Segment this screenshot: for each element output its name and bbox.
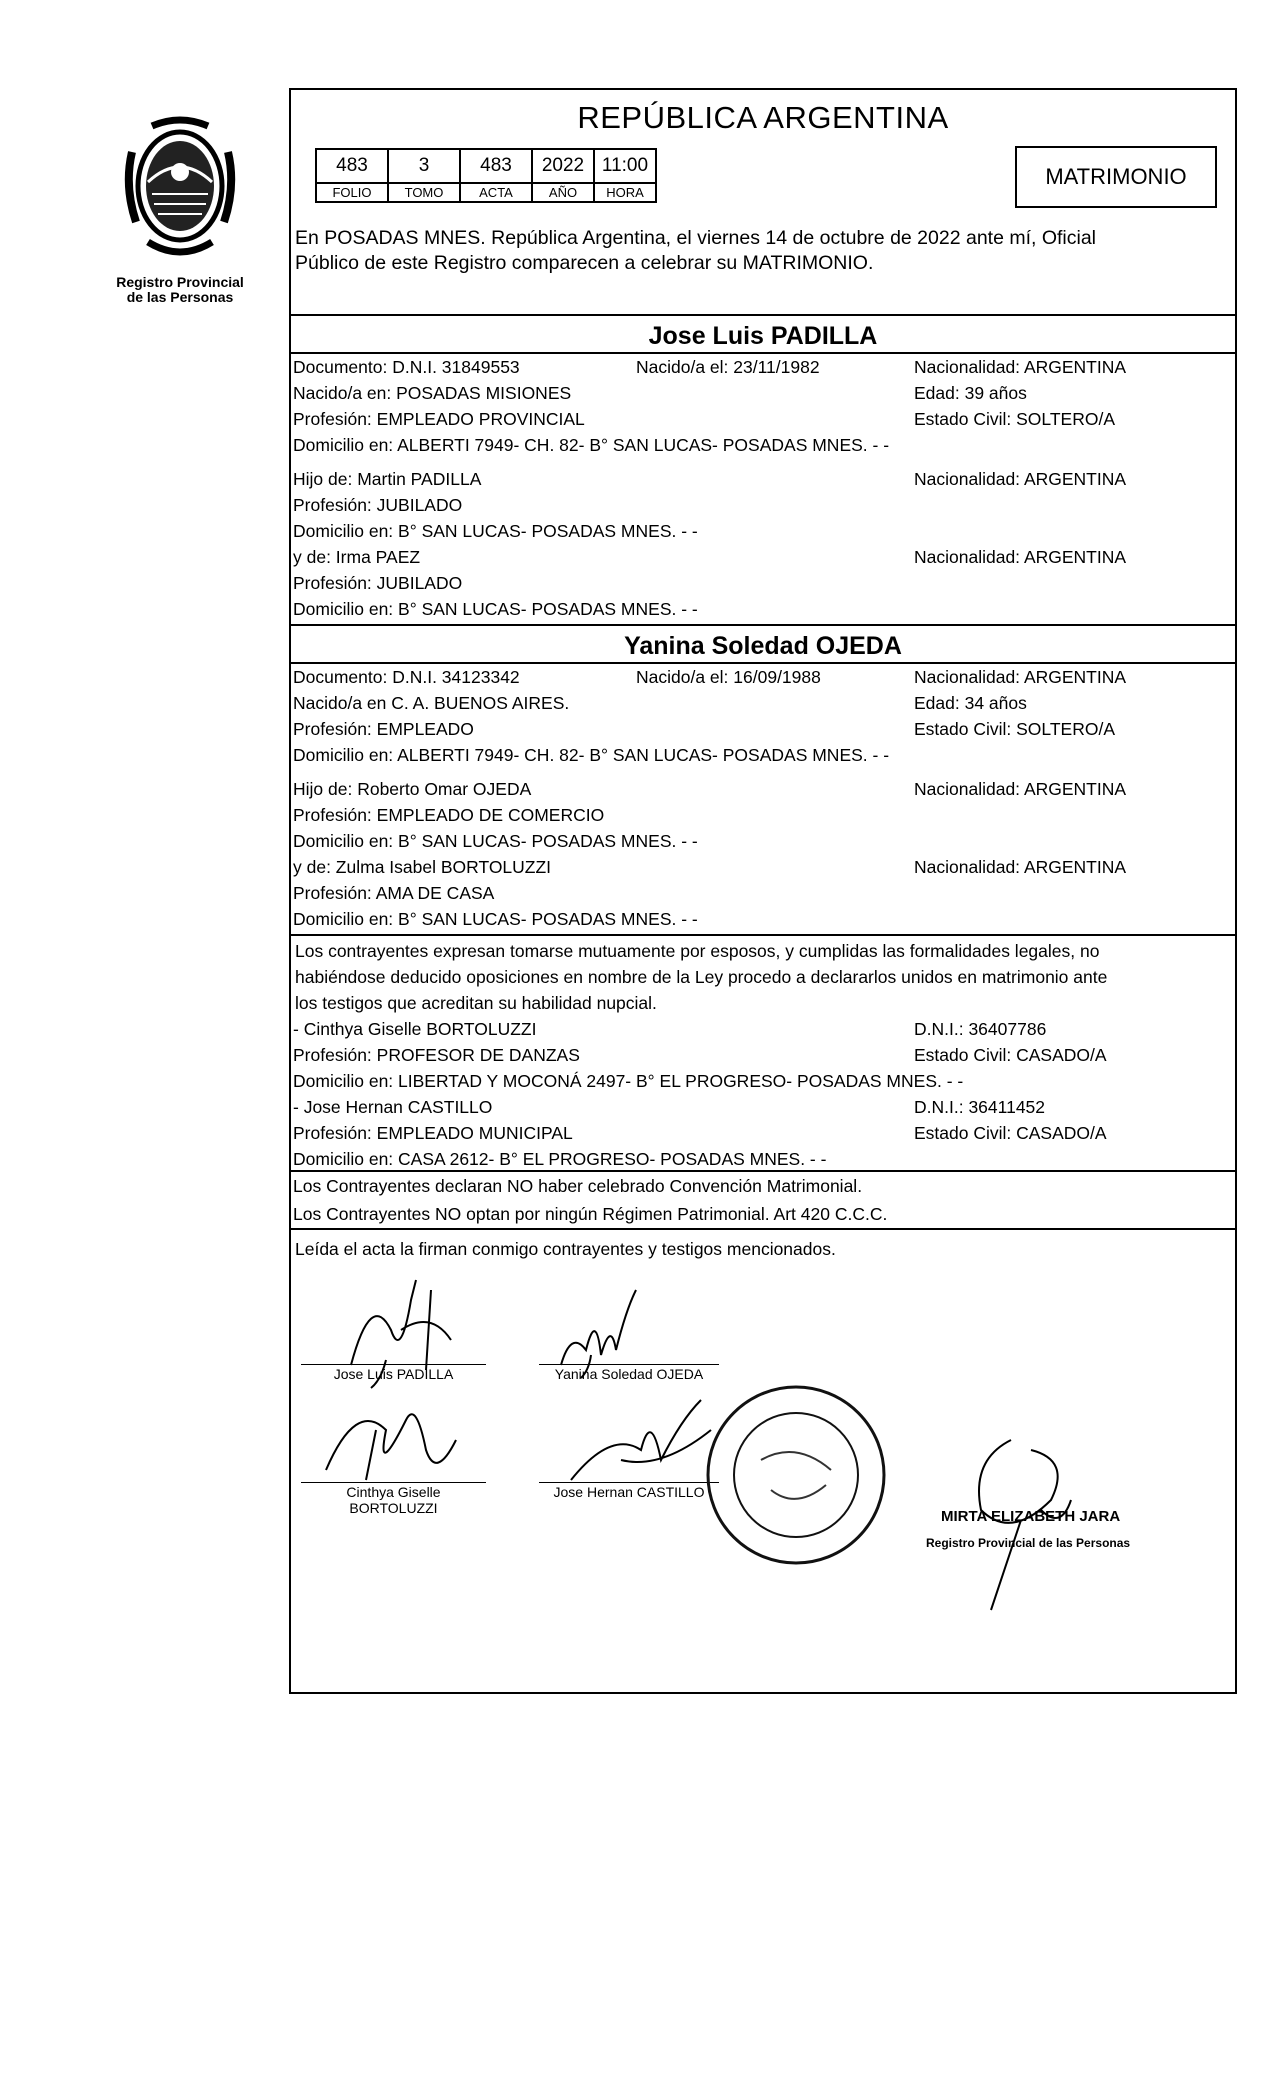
- spouse1-address: Domicilio en: ALBERTI 7949- CH. 82- B° SAN LUCAS- POSADAS MNES. - -: [293, 435, 890, 455]
- witness2-signature-label: Jose Hernan CASTILLO: [553, 1484, 705, 1500]
- spouse1-document: Documento: D.N.I. 31849553: [293, 357, 520, 377]
- folio-value: 483: [316, 149, 388, 183]
- spouse1-name: Jose Luis PADILLA: [291, 316, 1235, 354]
- witness1-label-line2: BORTOLUZZI: [349, 1500, 438, 1516]
- spouse1-civil-status: Estado Civil: SOLTERO/A: [914, 409, 1115, 429]
- hour-label: HORA: [594, 183, 656, 202]
- folio-label: FOLIO: [316, 183, 388, 202]
- agency-caption-line1: Registro Provincial: [116, 274, 244, 290]
- spouse2-father-address: Domicilio en: B° SAN LUCAS- POSADAS MNES. - -: [293, 831, 698, 851]
- spouse1-signature-line: [301, 1364, 486, 1365]
- act-type-box: MATRIMONIO: [1015, 146, 1217, 208]
- spouse2-signature-icon: [541, 1280, 661, 1380]
- closing-line: habiéndose deducido oposiciones en nombre de la Ley procedo a declararlos unidos en matrimonio ante: [295, 967, 1108, 987]
- spouse1-section: [291, 316, 1235, 626]
- official-title: Registro Provincial de las Personas: [926, 1536, 1131, 1550]
- witness1-row1: [291, 1016, 1235, 1042]
- witness1-address: Domicilio en: LIBERTAD Y MOCONÁ 2497- B° EL PROGRESO- POSADAS MNES. - -: [293, 1071, 964, 1091]
- spouse2-signature-label: Yanina Soledad OJEDA: [554, 1366, 704, 1382]
- spouse2-mother: y de: Zulma Isabel BORTOLUZZI: [293, 857, 552, 877]
- witness2-profession: Profesión: EMPLEADO MUNICIPAL: [293, 1123, 573, 1143]
- spouse2-civil-status: Estado Civil: SOLTERO/A: [914, 719, 1115, 739]
- agency-caption-line2: de las Personas: [126, 289, 234, 305]
- official-stamp-icon: [701, 1380, 891, 1570]
- spouse1-mother: y de: Irma PAEZ: [293, 547, 421, 567]
- province-seal-icon: [118, 112, 242, 266]
- agency-logo: [100, 112, 260, 305]
- spouse2-born-on: Nacido/a el: 16/09/1988: [636, 667, 821, 687]
- agency-caption: [100, 275, 260, 305]
- marriage-certificate: [289, 88, 1237, 1694]
- spouse2-father-profession: Profesión: EMPLEADO DE COMERCIO: [293, 805, 605, 825]
- spouse2-age: Edad: 34 años: [914, 693, 1027, 713]
- spouse2-mother-address: Domicilio en: B° SAN LUCAS- POSADAS MNES. - -: [293, 909, 698, 929]
- witness1-civil-status: Estado Civil: CASADO/A: [914, 1045, 1107, 1065]
- spouse2-mother-nationality: Nacionalidad: ARGENTINA: [914, 857, 1127, 877]
- spouse2-nationality: Nacionalidad: ARGENTINA: [914, 667, 1127, 687]
- spouse2-row1: [291, 664, 1235, 690]
- intro-line: En POSADAS MNES. República Argentina, el viernes 14 de octubre de 2022 ante mí, Oficial: [295, 227, 1097, 249]
- closing-section: [291, 936, 1235, 1172]
- spouse2-row2: [291, 690, 1235, 716]
- spouse2-mother-row: [291, 854, 1235, 880]
- witness1-row2: [291, 1042, 1235, 1068]
- spouse1-age: Edad: 39 años: [914, 383, 1027, 403]
- year-label: AÑO: [532, 183, 594, 202]
- spouse1-father-row: [291, 466, 1235, 492]
- witness2-civil-status: Estado Civil: CASADO/A: [914, 1123, 1107, 1143]
- spouse1-mother-profession: Profesión: JUBILADO: [293, 573, 463, 593]
- closing-line: Los contrayentes expresan tomarse mutuamente por esposos, y cumplidas las formalidades legales, no: [295, 941, 1100, 961]
- witness2-name: - Jose Hernan CASTILLO: [293, 1097, 493, 1117]
- witness2-dni: D.N.I.: 36411452: [914, 1097, 1046, 1117]
- spouse1-father: Hijo de: Martin PADILLA: [293, 469, 482, 489]
- witness2-signature-icon: [561, 1390, 721, 1490]
- witness2-row1: [291, 1094, 1235, 1120]
- witness1-profession: Profesión: PROFESOR DE DANZAS: [293, 1045, 580, 1065]
- year-value: 2022: [532, 149, 594, 183]
- spouse1-row1: [291, 354, 1235, 380]
- spouse2-row3: [291, 716, 1235, 742]
- spouse1-row3: [291, 406, 1235, 432]
- spouse2-document: Documento: D.N.I. 34123342: [293, 667, 520, 687]
- spouse1-mother-row: [291, 544, 1235, 570]
- spouse1-father-address: Domicilio en: B° SAN LUCAS- POSADAS MNES. - -: [293, 521, 698, 541]
- intro-line: Público de este Registro comparecen a celebrar su MATRIMONIO.: [295, 252, 874, 274]
- spouse1-signature-label: Jose Luis PADILLA: [333, 1366, 454, 1382]
- spouse1-nationality: Nacionalidad: ARGENTINA: [914, 357, 1127, 377]
- witness1-name: - Cinthya Giselle BORTOLUZZI: [293, 1019, 537, 1039]
- certificate-header: [291, 90, 1235, 316]
- spouse1-father-nationality: Nacionalidad: ARGENTINA: [914, 469, 1127, 489]
- spouse1-mother-nationality: Nacionalidad: ARGENTINA: [914, 547, 1127, 567]
- spouse1-father-profession: Profesión: JUBILADO: [293, 495, 463, 515]
- spouse2-father-row: [291, 776, 1235, 802]
- spouse2-born-in: Nacido/a en C. A. BUENOS AIRES.: [293, 693, 570, 713]
- spouse2-section: [291, 626, 1235, 936]
- spouse1-row2: [291, 380, 1235, 406]
- witness2-row2: [291, 1120, 1235, 1146]
- official-name: MIRTA ELIZABETH JARA: [941, 1508, 1121, 1525]
- hour-value: 11:00: [594, 149, 656, 183]
- spouse2-father-nationality: Nacionalidad: ARGENTINA: [914, 779, 1127, 799]
- spouse2-profession: Profesión: EMPLEADO: [293, 719, 474, 739]
- witness2-address: Domicilio en: CASA 2612- B° EL PROGRESO- POSADAS MNES. - -: [293, 1149, 827, 1169]
- spouse1-profession: Profesión: EMPLEADO PROVINCIAL: [293, 409, 585, 429]
- country-title: REPÚBLICA ARGENTINA: [577, 100, 949, 135]
- tomo-value: 3: [388, 149, 460, 183]
- spouse2-address: Domicilio en: ALBERTI 7949- CH. 82- B° SAN LUCAS- POSADAS MNES. - -: [293, 745, 890, 765]
- spouse1-mother-address: Domicilio en: B° SAN LUCAS- POSADAS MNES. - -: [293, 599, 698, 619]
- declarations-section: [291, 1172, 1235, 1230]
- spouse2-father: Hijo de: Roberto Omar OJEDA: [293, 779, 532, 799]
- spouse2-mother-profession: Profesión: AMA DE CASA: [293, 883, 495, 903]
- witness1-signature-icon: [316, 1390, 466, 1490]
- witness2-signature-line: [539, 1482, 719, 1483]
- acta-label: ACTA: [460, 183, 532, 202]
- registry-table: [315, 148, 657, 203]
- closing-line: los testigos que acreditan su habilidad nupcial.: [295, 993, 657, 1013]
- regime-declaration: Los Contrayentes NO optan por ningún Régimen Patrimonial. Art 420 C.C.C.: [293, 1204, 888, 1224]
- spouse1-born-on: Nacido/a el: 23/11/1982: [636, 357, 820, 377]
- tomo-label: TOMO: [388, 183, 460, 202]
- spouse1-born-in: Nacido/a en: POSADAS MISIONES: [293, 383, 572, 403]
- convention-declaration: Los Contrayentes declaran NO haber celebrado Convención Matrimonial.: [293, 1176, 863, 1196]
- witness1-dni: D.N.I.: 36407786: [914, 1019, 1047, 1039]
- intro-text: [295, 226, 1233, 276]
- signatures-section: [291, 1230, 1235, 1660]
- signatures-intro: Leída el acta la firman conmigo contrayentes y testigos mencionados.: [295, 1239, 836, 1259]
- witness1-signature-label: [301, 1484, 486, 1516]
- acta-value: 483: [460, 149, 532, 183]
- spouse2-name: Yanina Soledad OJEDA: [291, 626, 1235, 664]
- witness1-label-line1: Cinthya Giselle: [346, 1484, 441, 1500]
- witness1-signature-line: [301, 1482, 486, 1483]
- spouse2-signature-line: [539, 1364, 719, 1365]
